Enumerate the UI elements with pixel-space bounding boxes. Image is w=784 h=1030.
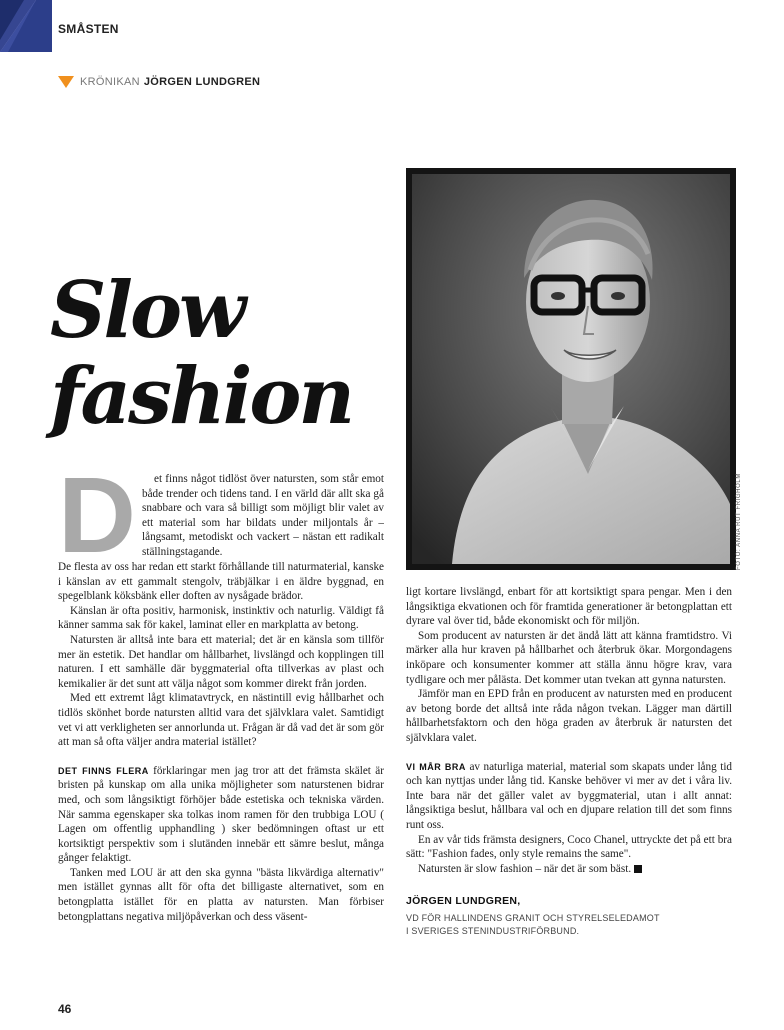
signature-name: JÖRGEN LUNDGREN, — [406, 895, 521, 908]
left-column — [58, 472, 384, 924]
title-line-2: fashion — [50, 351, 353, 442]
body-paragraph: Med ett extremt lågt klimatavtryck, en nästintill evig hållbarhet och tidlös skönhet borde natursten alltid vara det självklara valet. Samtidigt vet vi att verkligheten ser annorlunda ut. Frågan är då vad det är som gör att man så ofta väljer andra material istället? — [58, 692, 384, 749]
drop-cap: D — [58, 472, 134, 560]
body-paragraph: Känslan är ofta positiv, harmonisk, instinktiv och naturlig. Väldigt få känner samma sak för kakel, laminat eller en markplatta av betong. — [58, 604, 384, 632]
closing-text: Natursten är slow fashion – när det är som bäst. — [418, 862, 632, 875]
body-paragraph: ligt kortare livslängd, enbart för att kortsiktigt spara pengar. Men i den långsiktiga ekvationen och för framtida generationer är betongplattan ett dyrare val över tid, både ekonomiskt och för miljön. — [406, 586, 732, 628]
signature-role-1: VD FÖR HALLINDENS GRANIT OCH STYRELSELEDAMOT — [406, 912, 660, 923]
body-paragraph: Natursten är alltså inte bara ett material; det är en känsla som tillför mer än estetik. Det handlar om hållbarhet, livslängd och kopplingen till naturen. I ett samhälle där byggmaterial ofta tillverkas av plast och kemikalier är det sunt att välja något som kommer direkt från jorden. — [58, 633, 384, 690]
runin-heading: DET FINNS FLERA — [58, 765, 149, 776]
right-column — [406, 585, 732, 938]
column-kicker — [58, 76, 260, 88]
runin-paragraph — [406, 760, 732, 833]
kicker-label: KRÖNIKAN — [80, 76, 140, 88]
runin-text: förklaringar men jag tror att det främsta skälet är bristen på kunskap om alla unika möjligheter som naturstenen bidrar med, och som långsiktigt förhöjer både estetiska och tekniska värden. När samma egenskaper ska tolkas inom ramen för den trubbiga LOU ( Lagen om offentlig upphandling ) sker bedömningen oftast ur ett kortsiktigt perspektiv som i slutänden innebär ett sämre beslut, många gånger felaktigt. — [58, 764, 384, 865]
lead-paragraph — [58, 472, 384, 560]
triangle-marker-icon — [58, 76, 74, 88]
runin-paragraph — [58, 764, 384, 866]
page-number: 46 — [58, 1002, 72, 1016]
end-mark-icon — [634, 865, 642, 873]
corner-tab-graphic — [0, 0, 52, 52]
runin-text: av naturliga material, material som skapats under lång tid och kan nyttjas under lång tid. Kanske behöver vi mer av det i våra liv. Inte bara när det gäller valet av byggmaterial, utan i allt annat: långsiktiga beslut, hållbara val och en djupare relation till det som finns runt oss. — [406, 760, 733, 831]
body-paragraph: De flesta av oss har redan ett starkt förhållande till naturmaterial, kanske i känslan av ett gammalt stengolv, träbjälkar i en äldre byggnad, en spegelblank köksbänk eller doften av nysågade brädor. — [58, 561, 384, 603]
kicker-author: JÖRGEN LUNDGREN — [143, 76, 261, 88]
author-portrait — [406, 168, 736, 570]
lead-text: et finns något tidlöst över natursten, som står emot både trender och tidens tand. I en värld där allt ska gå snabbare och vara så billigt som möjligt blir valet av ett material som har bildats under miljontals år – långsamt, metodiskt och vackert – nästan ett radikalt ställningstagande. — [142, 473, 384, 558]
body-paragraph: Jämför man en EPD från en producent av natursten med en producent av betong borde det alltså inte råda någon tvekan. Lägger man därtill hållbarhetsfaktorn och den höga graden av återbruk är natursten det självklara valet. — [406, 688, 732, 744]
photo-credit: FOTO: ANNA RUT FRIGHOLM — [736, 473, 742, 570]
portrait-photo — [412, 174, 730, 564]
author-signature — [406, 894, 732, 938]
body-paragraph: En av vår tids främsta designers, Coco Chanel, uttryckte det på ett bra sätt: "Fashion fades, only style remains the same". — [406, 833, 732, 861]
body-paragraph: Tanken med LOU är att den ska gynna "bästa likvärdiga alternativ" men istället gynnas allt för ofta det billigaste alternativet, som en betongplatta istället för en platta av natursten. Man förbiser betongplattans negativa miljöpåverkan och dess väsent- — [58, 866, 384, 923]
title-line-1: Slow — [50, 265, 244, 356]
closing-paragraph — [406, 862, 732, 877]
article-title — [50, 265, 410, 442]
signature-role-2: I SVERIGES STENINDUSTRIFÖRBUND. — [406, 925, 580, 936]
section-label: SMÅSTEN — [58, 22, 119, 36]
body-paragraph: Som producent av natursten är det ändå lätt att känna framtidstro. Vi märker alla hur kraven på hållbarhet och återbruk ökar. Morgondagens inköpare och konsumenter kommer att ställa ännu högre krav, vara tydligare och mer pålästa. Det kommer utan tvekan att gynna natursten. — [406, 629, 732, 686]
runin-heading: VI MÅR BRA — [406, 761, 466, 772]
